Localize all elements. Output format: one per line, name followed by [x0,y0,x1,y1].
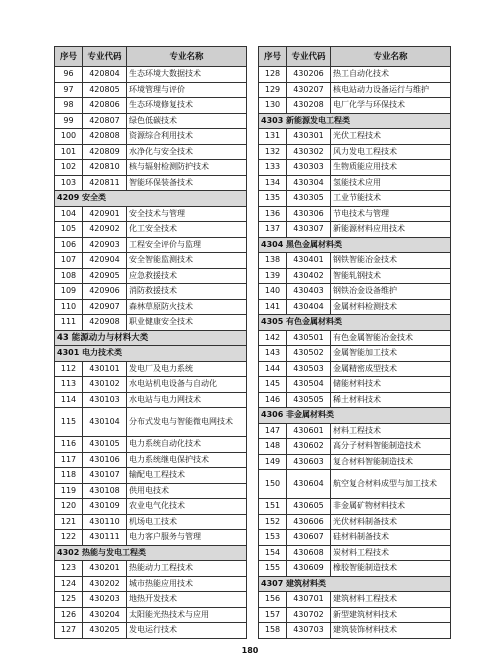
major-name: 工程安全评价与监理 [127,237,247,253]
major-code: 420805 [83,82,127,98]
row-number: 140 [259,284,287,300]
table-row [259,160,451,176]
major-code: 430206 [287,67,331,83]
major-name: 材料工程技术 [331,423,451,439]
table-row [55,377,247,393]
major-name: 分布式发电与智能微电网技术 [127,408,247,437]
header-code: 专业代码 [287,47,331,67]
row-number: 131 [259,129,287,145]
row-number: 126 [55,607,83,623]
major-code: 430106 [83,452,127,468]
row-number: 138 [259,253,287,269]
major-code: 430702 [287,607,331,623]
major-name: 钢铁智能冶金技术 [331,253,451,269]
major-code: 420908 [83,315,127,331]
row-number: 118 [55,468,83,484]
major-code: 430402 [287,268,331,284]
table-header-row [259,47,451,67]
major-code: 430202 [83,576,127,592]
major-code: 420811 [83,175,127,191]
major-code: 430105 [83,437,127,453]
major-code: 430111 [83,530,127,546]
major-name: 核与辐射检测防护技术 [127,160,247,176]
major-code: 430302 [287,144,331,160]
major-name: 航空复合材料成型与加工技术 [331,470,451,499]
row-number: 157 [259,607,287,623]
major-name: 电力系统自动化技术 [127,437,247,453]
major-name: 机场电工技术 [127,514,247,530]
row-number: 155 [259,561,287,577]
row-number: 124 [55,576,83,592]
table-row [55,268,247,284]
major-code: 430504 [287,377,331,393]
major-code: 420904 [83,253,127,269]
category-label: 4303 新能源发电工程类 [259,113,451,129]
table-row [259,499,451,515]
major-code: 430109 [83,499,127,515]
category-label: 4304 黑色金属材料类 [259,237,451,253]
row-number: 125 [55,592,83,608]
major-name: 建筑材料工程技术 [331,592,451,608]
row-number: 105 [55,222,83,238]
row-number: 150 [259,470,287,499]
table-row [259,82,451,98]
row-number: 122 [55,530,83,546]
major-name: 稀土材料技术 [331,392,451,408]
major-name: 氢能技术应用 [331,175,451,191]
major-name: 热能动力工程技术 [127,561,247,577]
table-row [55,113,247,129]
major-code: 430103 [83,392,127,408]
major-code: 430101 [83,361,127,377]
table-row [55,607,247,623]
major-code: 430201 [83,561,127,577]
major-name: 发电厂及电力系统 [127,361,247,377]
major-code: 430207 [287,82,331,98]
header-name: 专业名称 [331,47,451,67]
major-name: 环境管理与评价 [127,82,247,98]
table-row [55,175,247,191]
major-name: 金属精密成型技术 [331,361,451,377]
major-name: 建筑装饰材料技术 [331,623,451,639]
major-name: 输配电工程技术 [127,468,247,484]
major-category-row [55,330,247,346]
major-code: 430602 [287,439,331,455]
row-number: 110 [55,299,83,315]
row-number: 151 [259,499,287,515]
major-name: 节电技术与管理 [331,206,451,222]
category-row [259,113,451,129]
major-name: 新型建筑材料技术 [331,607,451,623]
table-row [259,98,451,114]
major-name: 安全技术与管理 [127,206,247,222]
category-label: 4302 热能与发电工程类 [55,545,247,561]
table-row [259,346,451,362]
major-name: 橡胶智能制造技术 [331,561,451,577]
major-code: 430301 [287,129,331,145]
table-row [259,129,451,145]
major-code: 420807 [83,113,127,129]
row-number: 132 [259,144,287,160]
table-row [55,206,247,222]
major-name: 光伏工程技术 [331,129,451,145]
table-row [259,454,451,470]
row-number: 119 [55,483,83,499]
major-code: 430208 [287,98,331,114]
major-name: 智能轧钢技术 [331,268,451,284]
major-name: 高分子材料智能制造技术 [331,439,451,455]
table-row [55,315,247,331]
table-row [55,160,247,176]
row-number: 102 [55,160,83,176]
table-row [259,299,451,315]
header-code: 专业代码 [83,47,127,67]
row-number: 142 [259,330,287,346]
row-number: 143 [259,346,287,362]
table-row [55,98,247,114]
table-row [55,82,247,98]
major-name: 电力系统继电保护技术 [127,452,247,468]
row-number: 146 [259,392,287,408]
table-row [259,175,451,191]
major-code: 430609 [287,561,331,577]
table-row [55,499,247,515]
table-row [259,191,451,207]
page-number: 180 [241,646,259,655]
row-number: 111 [55,315,83,331]
major-name: 发电运行技术 [127,623,247,639]
major-name: 生物质能应用技术 [331,160,451,176]
row-number: 112 [55,361,83,377]
table-row [259,592,451,608]
table-row [259,377,451,393]
major-name: 生态环境大数据技术 [127,67,247,83]
major-name: 炭材料工程技术 [331,545,451,561]
major-code: 430104 [83,408,127,437]
major-code: 430403 [287,284,331,300]
major-name: 工业节能技术 [331,191,451,207]
major-name: 热工自动化技术 [331,67,451,83]
major-code: 430607 [287,530,331,546]
table-row [55,452,247,468]
table-row [259,514,451,530]
major-code: 430601 [287,423,331,439]
row-number: 99 [55,113,83,129]
table-row [55,530,247,546]
major-name: 城市热能应用技术 [127,576,247,592]
row-number: 107 [55,253,83,269]
row-number: 153 [259,530,287,546]
category-row [259,237,451,253]
major-code: 430606 [287,514,331,530]
table-row [55,514,247,530]
table-row [55,144,247,160]
table-row [55,392,247,408]
table-row [55,361,247,377]
row-number: 106 [55,237,83,253]
table-header-row [55,47,247,67]
category-row [259,408,451,424]
row-number: 113 [55,377,83,393]
table-row [55,237,247,253]
major-name: 绿色低碳技术 [127,113,247,129]
row-number: 120 [55,499,83,515]
major-code: 430701 [287,592,331,608]
major-code: 430603 [287,454,331,470]
major-name: 生态环境修复技术 [127,98,247,114]
major-name: 钢铁冶金设备维护 [331,284,451,300]
table-row [259,623,451,639]
major-code: 420809 [83,144,127,160]
major-name: 水电站机电设备与自动化 [127,377,247,393]
table-row [55,561,247,577]
row-number: 141 [259,299,287,315]
category-label: 43 能源动力与材料大类 [55,330,247,346]
row-number: 108 [55,268,83,284]
category-label: 4209 安全类 [55,191,247,207]
table-row [55,222,247,238]
table-row [259,470,451,499]
row-number: 133 [259,160,287,176]
major-code: 430404 [287,299,331,315]
row-number: 134 [259,175,287,191]
major-code: 430501 [287,330,331,346]
major-name: 应急救援技术 [127,268,247,284]
row-number: 128 [259,67,287,83]
row-number: 136 [259,206,287,222]
category-row [259,315,451,331]
major-code: 430305 [287,191,331,207]
major-code: 430204 [83,607,127,623]
row-number: 127 [55,623,83,639]
table-row [259,268,451,284]
major-code: 430304 [287,175,331,191]
major-name: 农业电气化技术 [127,499,247,515]
row-number: 145 [259,377,287,393]
table-row [259,206,451,222]
table-row [259,144,451,160]
row-number: 115 [55,408,83,437]
row-number: 156 [259,592,287,608]
major-name: 硅材料制备技术 [331,530,451,546]
row-number: 147 [259,423,287,439]
major-code: 420907 [83,299,127,315]
row-number: 154 [259,545,287,561]
major-code: 430102 [83,377,127,393]
row-number: 100 [55,129,83,145]
major-code: 430110 [83,514,127,530]
row-number: 139 [259,268,287,284]
row-number: 121 [55,514,83,530]
major-code: 420905 [83,268,127,284]
table-row [55,576,247,592]
table-row [55,483,247,499]
table-row [55,468,247,484]
row-number: 101 [55,144,83,160]
table-row [55,592,247,608]
category-label: 4305 有色金属材料类 [259,315,451,331]
major-code: 430307 [287,222,331,238]
major-name: 森林草原防火技术 [127,299,247,315]
major-name: 新能源材料应用技术 [331,222,451,238]
table-row [259,361,451,377]
major-code: 430503 [287,361,331,377]
row-number: 103 [55,175,83,191]
major-code: 430604 [287,470,331,499]
row-number: 148 [259,439,287,455]
header-num: 序号 [259,47,287,67]
table-row [55,623,247,639]
major-name: 光伏材料制备技术 [331,514,451,530]
table-row [55,253,247,269]
row-number: 135 [259,191,287,207]
table-row [259,561,451,577]
table-row [259,439,451,455]
major-code: 420804 [83,67,127,83]
major-code: 420902 [83,222,127,238]
category-label: 4301 电力技术类 [55,346,247,362]
major-code: 430703 [287,623,331,639]
major-table-right [258,46,451,639]
major-name: 消防救援技术 [127,284,247,300]
table-row [55,299,247,315]
table-row [259,330,451,346]
category-row [55,545,247,561]
major-code: 430505 [287,392,331,408]
major-name: 复合材料智能制造技术 [331,454,451,470]
major-name: 地热开发技术 [127,592,247,608]
row-number: 114 [55,392,83,408]
header-name: 专业名称 [127,47,247,67]
row-number: 149 [259,454,287,470]
major-name: 职业健康安全技术 [127,315,247,331]
major-name: 储能材料技术 [331,377,451,393]
major-name: 非金属矿物材料技术 [331,499,451,515]
category-label: 4306 非金属材料类 [259,408,451,424]
row-number: 117 [55,452,83,468]
major-table-left [54,46,247,639]
major-code: 430108 [83,483,127,499]
row-number: 116 [55,437,83,453]
row-number: 97 [55,82,83,98]
major-name: 太阳能光热技术与应用 [127,607,247,623]
major-code: 430502 [287,346,331,362]
major-name: 电力客户服务与管理 [127,530,247,546]
major-code: 430107 [83,468,127,484]
major-code: 430303 [287,160,331,176]
major-code: 430401 [287,253,331,269]
major-name: 供用电技术 [127,483,247,499]
table-row [259,607,451,623]
row-number: 137 [259,222,287,238]
category-label: 4307 建筑材料类 [259,576,451,592]
major-name: 有色金属智能冶金技术 [331,330,451,346]
major-code: 430205 [83,623,127,639]
major-code: 430605 [287,499,331,515]
row-number: 104 [55,206,83,222]
major-code: 420901 [83,206,127,222]
table-row [259,545,451,561]
table-row [259,67,451,83]
table-row [55,284,247,300]
table-row [259,253,451,269]
category-row [55,346,247,362]
row-number: 152 [259,514,287,530]
major-name: 化工安全技术 [127,222,247,238]
major-name: 资源综合利用技术 [127,129,247,145]
row-number: 130 [259,98,287,114]
major-code: 430306 [287,206,331,222]
row-number: 129 [259,82,287,98]
major-code: 420810 [83,160,127,176]
major-name: 金属材料检测技术 [331,299,451,315]
major-name: 智能环保装备技术 [127,175,247,191]
row-number: 98 [55,98,83,114]
major-name: 风力发电工程技术 [331,144,451,160]
row-number: 109 [55,284,83,300]
row-number: 123 [55,561,83,577]
major-code: 420806 [83,98,127,114]
category-row [259,576,451,592]
table-row [259,392,451,408]
table-row [55,408,247,437]
major-name: 水电站与电力网技术 [127,392,247,408]
category-row [55,191,247,207]
row-number: 144 [259,361,287,377]
table-row [55,437,247,453]
major-name: 电厂化学与环保技术 [331,98,451,114]
major-name: 核电站动力设备运行与维护 [331,82,451,98]
row-number: 158 [259,623,287,639]
major-code: 420903 [83,237,127,253]
table-row [259,530,451,546]
table-row [55,129,247,145]
table-row [259,423,451,439]
major-name: 水净化与安全技术 [127,144,247,160]
major-code: 420906 [83,284,127,300]
row-number: 96 [55,67,83,83]
table-row [259,284,451,300]
major-name: 金属智能加工技术 [331,346,451,362]
table-row [55,67,247,83]
major-code: 430608 [287,545,331,561]
major-code: 430203 [83,592,127,608]
major-code: 420808 [83,129,127,145]
table-row [259,222,451,238]
header-num: 序号 [55,47,83,67]
major-name: 安全智能监测技术 [127,253,247,269]
